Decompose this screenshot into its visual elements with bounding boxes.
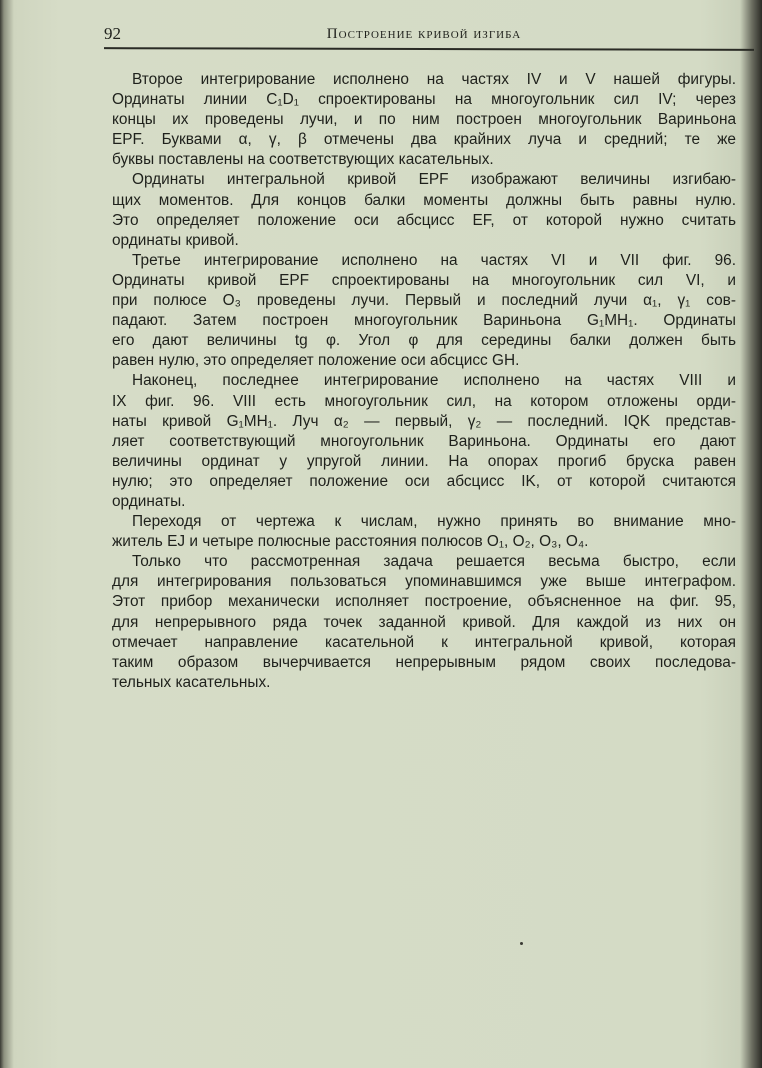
text-line: Переходя от чертежа к числам, нужно принять во внимание мно- bbox=[132, 513, 736, 531]
text-line: при полюсе O₃ проведены лучи. Первый и последний лучи α₁, γ₁ сов- bbox=[112, 292, 736, 310]
text-line: IX фиг. 96. VIII есть многоугольник сил, на котором отложены орди- bbox=[112, 392, 736, 410]
text-line: нулю; это определяет положение оси абсцисс IK, от которой считаются bbox=[112, 472, 736, 490]
text-line: Третье интегрирование исполнено на частях VI и VII фиг. 96. bbox=[132, 251, 736, 269]
text-line: Ординаты кривой EPF спроектированы на многоугольник сил VI, и bbox=[112, 271, 736, 289]
text-line: для интегрирования пользоваться упоминавшимся уже выше интеграфом. bbox=[112, 573, 736, 591]
text-line: Второе интегрирование исполнено на частях IV и V нашей фигуры. bbox=[132, 71, 736, 88]
paragraph bbox=[112, 371, 736, 512]
text-line: щих моментов. Для концов балки моменты должны быть равны нулю. bbox=[112, 191, 736, 209]
running-title: Построение кривой изгиба bbox=[326, 26, 522, 42]
text-line: таким образом вычерчивается непрерывным рядом своих последова- bbox=[112, 653, 736, 671]
text-line: тельных касательных. bbox=[112, 673, 271, 691]
header-rule bbox=[104, 47, 754, 51]
page-body bbox=[112, 70, 736, 693]
paragraph bbox=[112, 70, 736, 170]
paragraph bbox=[112, 170, 736, 250]
text-line: равен нулю, это определяет положение оси абсцисс GH. bbox=[112, 352, 520, 370]
scan-speck bbox=[520, 942, 523, 945]
text-line: буквы поставлены на соответствующих касательных. bbox=[112, 151, 494, 169]
text-line: падают. Затем построен многоугольник Вариньона G₁MH₁. Ординаты bbox=[112, 312, 736, 330]
text-line: Наконец, последнее интегрирование исполнено на частях VIII и bbox=[132, 372, 736, 390]
text-line: EPF. Буквами α, γ, β отмечены два крайних луча и средний; те же bbox=[112, 131, 736, 149]
running-header bbox=[104, 24, 744, 48]
paragraph bbox=[112, 512, 736, 552]
text-line: Ординаты интегральной кривой EPF изображают величины изгибаю- bbox=[132, 171, 736, 189]
text-line: для непрерывного ряда точек заданной кривой. Для каждой из них он bbox=[112, 613, 736, 631]
text-line: Ординаты линии C₁D₁ спроектированы на многоугольник сил IV; через bbox=[112, 91, 736, 109]
paragraph bbox=[112, 552, 736, 693]
page-number: 92 bbox=[104, 24, 121, 43]
text-line: ординаты кривой. bbox=[112, 231, 239, 249]
paragraph bbox=[112, 251, 736, 372]
text-line: отмечает направление касательной к интегральной кривой, которая bbox=[112, 633, 736, 651]
text-line: его дают величины tg φ. Угол φ для середины балки должен быть bbox=[112, 332, 736, 350]
text-line: концы их проведены лучи, и по ним построен многоугольник Вариньона bbox=[112, 111, 736, 129]
text-line: Это определяет положение оси абсцисс EF, от которой нужно считать bbox=[112, 211, 736, 229]
text-line: Только что рассмотренная задача решается весьма быстро, если bbox=[132, 553, 736, 571]
text-line: Этот прибор механически исполняет построение, объясненное на фиг. 95, bbox=[112, 593, 736, 611]
text-line: ляет соответствующий многоугольник Вариньона. Ординаты его дают bbox=[112, 432, 736, 450]
text-line: житель EJ и четыре полюсные расстояния полюсов O₁, O₂, O₃, O₄. bbox=[112, 533, 589, 551]
text-line: величины ординат y упругой линии. На опорах прогиб бруска равен bbox=[112, 452, 736, 470]
text-line: ординаты. bbox=[112, 492, 186, 510]
text-line: наты кривой G₁MH₁. Луч α₂ — первый, γ₂ — последний. IQK представ- bbox=[112, 412, 736, 430]
